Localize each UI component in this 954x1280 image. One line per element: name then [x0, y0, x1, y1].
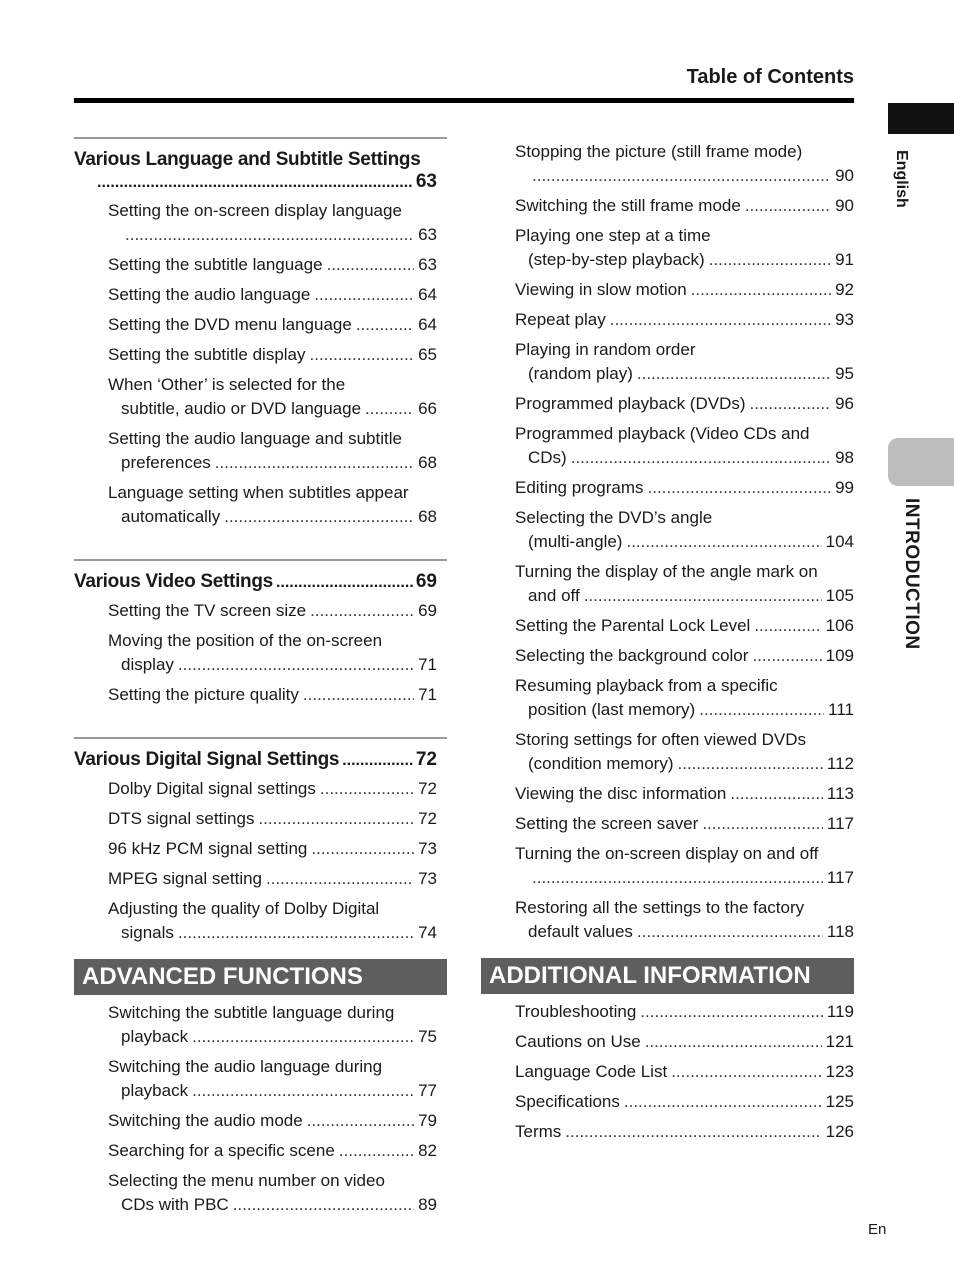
toc-entry-leader-row — [108, 1025, 437, 1049]
dot-leader — [626, 530, 821, 554]
toc-entry-leader-row — [108, 343, 437, 367]
toc-entry-leader-row — [108, 653, 437, 677]
toc-entry-page: 105 — [825, 586, 854, 605]
dot-leader — [310, 343, 415, 367]
toc-entry-leader-row — [515, 866, 854, 890]
toc-entry-title: DTS signal settings — [108, 809, 255, 828]
toc-entry-title: Setting the on-screen display language — [108, 201, 402, 220]
toc-entry-page: 118 — [826, 922, 854, 941]
toc-entry-title: 96 kHz PCM signal setting — [108, 839, 308, 858]
toc-entry-page: 121 — [825, 1032, 854, 1051]
toc-entry-page: 89 — [418, 1195, 437, 1214]
toc-entry-title: Setting the screen saver — [515, 814, 699, 833]
toc-entry-title: Programmed playback (Video CDs and — [515, 424, 810, 443]
toc-entry-title-continued: and off — [528, 586, 580, 605]
toc-entry-leader-row — [515, 194, 854, 218]
dot-leader — [307, 1109, 414, 1133]
dot-leader — [342, 752, 413, 770]
toc-entry-title-continued: (condition memory) — [528, 754, 674, 773]
dot-leader — [356, 313, 414, 337]
toc-entry-title: Setting the subtitle language — [108, 255, 323, 274]
dot-leader — [266, 867, 414, 891]
dot-leader — [637, 920, 823, 944]
toc-entry-title-continued: preferences — [121, 453, 211, 472]
toc-entry[interactable] — [74, 481, 447, 529]
toc-entry-leader-row — [515, 584, 854, 608]
toc-entry-leader-row — [108, 867, 437, 891]
toc-entry[interactable] — [481, 1120, 854, 1144]
toc-entry[interactable] — [481, 560, 854, 608]
toc-entry-leader-row — [108, 451, 437, 475]
toc-entry[interactable] — [481, 1090, 854, 1114]
section-title-leader-row — [74, 571, 447, 593]
side-section-tab — [888, 438, 954, 486]
toc-entry-title: Switching the audio language during — [108, 1057, 383, 1076]
toc-entry-page: 109 — [825, 646, 854, 665]
page-footer-label: En — [868, 1221, 887, 1238]
toc-entry-title: Turning the display of the angle mark on — [515, 562, 818, 581]
toc-entry[interactable] — [74, 897, 447, 945]
toc-entry[interactable] — [481, 896, 854, 944]
toc-entry-page: 72 — [418, 809, 437, 828]
toc-entry-title: Dolby Digital signal settings — [108, 779, 316, 798]
dot-leader — [754, 614, 821, 638]
side-language-label: English — [893, 150, 910, 208]
toc-entry-title: Repeat play — [515, 310, 606, 329]
toc-section — [74, 737, 447, 945]
toc-entry-page: 82 — [418, 1141, 437, 1160]
toc-entry-leader-row — [108, 283, 437, 307]
toc-entry[interactable] — [481, 308, 854, 332]
section-rule — [74, 559, 447, 561]
toc-entry-page: 123 — [825, 1062, 854, 1081]
toc-entry-list — [74, 199, 447, 529]
toc-entry-leader-row — [515, 248, 854, 272]
dot-leader — [645, 1030, 822, 1054]
toc-entry-title: Setting the picture quality — [108, 685, 299, 704]
toc-entry[interactable] — [481, 674, 854, 722]
toc-entry-title: Troubleshooting — [515, 1002, 637, 1021]
toc-entry-leader-row — [108, 1109, 437, 1133]
toc-entry-title: Viewing in slow motion — [515, 280, 687, 299]
toc-section — [74, 137, 447, 529]
toc-entry-page: 66 — [418, 399, 437, 418]
dot-leader — [678, 752, 823, 776]
header-rule — [74, 98, 854, 103]
toc-entry-page: 79 — [418, 1111, 437, 1130]
toc-entry[interactable] — [481, 506, 854, 554]
dot-leader — [565, 1120, 821, 1144]
toc-entry[interactable] — [481, 392, 854, 416]
toc-entry-title-continued: (random play) — [528, 364, 633, 383]
dot-leader — [610, 308, 831, 332]
toc-entry-page: 72 — [418, 779, 437, 798]
dot-leader — [691, 278, 831, 302]
toc-entry-leader-row — [515, 164, 854, 188]
toc-entry-title: Searching for a specific scene — [108, 1141, 335, 1160]
toc-entry[interactable] — [74, 777, 447, 801]
toc-entry-leader-row — [515, 278, 854, 302]
toc-entry-leader-row — [515, 1000, 854, 1024]
toc-entry-leader-row — [515, 530, 854, 554]
toc-entry-leader-row — [108, 397, 437, 421]
toc-entry[interactable] — [481, 728, 854, 776]
toc-entry-page: 68 — [418, 453, 437, 472]
toc-entry-page: 117 — [826, 868, 854, 887]
toc-entry-page: 106 — [825, 616, 854, 635]
dot-leader — [671, 1060, 821, 1084]
toc-entry-title: Resuming playback from a specific — [515, 676, 778, 695]
toc-entry-page: 90 — [835, 166, 854, 185]
toc-entry[interactable] — [481, 278, 854, 302]
toc-entry[interactable] — [74, 807, 447, 831]
toc-entry-leader-row — [515, 308, 854, 332]
toc-entry-title-continued: subtitle, audio or DVD language — [121, 399, 362, 418]
dot-leader — [192, 1079, 414, 1103]
toc-entry-title: Programmed playback (DVDs) — [515, 394, 746, 413]
toc-entry-leader-row — [108, 313, 437, 337]
toc-entry-title: Viewing the disc information — [515, 784, 727, 803]
toc-entry-title: Setting the subtitle display — [108, 345, 306, 364]
toc-entry-leader-row — [108, 253, 437, 277]
toc-entry-list — [74, 1001, 447, 1217]
toc-entry[interactable] — [74, 867, 447, 891]
toc-entry-leader-row — [515, 1060, 854, 1084]
dot-leader — [637, 362, 831, 386]
toc-entry-title-continued: automatically — [121, 507, 221, 526]
toc-entry-leader-row — [108, 921, 437, 945]
toc-entry-page: 98 — [835, 448, 854, 467]
toc-entry-title: Playing in random order — [515, 340, 696, 359]
toc-entry-page: 112 — [826, 754, 854, 773]
toc-entry[interactable] — [74, 629, 447, 677]
toc-entry-leader-row — [515, 812, 854, 836]
toc-entry-page: 75 — [418, 1027, 437, 1046]
toc-entry-title: Stopping the picture (still frame mode) — [515, 142, 803, 161]
dot-leader — [750, 392, 832, 416]
toc-entry-leader-row — [108, 777, 437, 801]
dot-leader — [258, 807, 414, 831]
dot-leader — [192, 1025, 414, 1049]
toc-entry-title: Storing settings for often viewed DVDs — [515, 730, 807, 749]
toc-entry[interactable] — [481, 1030, 854, 1054]
dot-leader — [233, 1193, 414, 1217]
toc-entry-list — [74, 599, 447, 707]
toc-entry-title: Playing one step at a time — [515, 226, 711, 245]
side-section-label: INTRODUCTION — [901, 498, 922, 650]
dot-leader — [303, 683, 414, 707]
toc-entry-title: Setting the Parental Lock Level — [515, 616, 751, 635]
toc-entry-title: Language Code List — [515, 1062, 668, 1081]
toc-entry[interactable] — [481, 224, 854, 272]
dot-leader — [709, 248, 831, 272]
toc-entry[interactable] — [481, 476, 854, 500]
toc-entry-leader-row — [108, 223, 437, 247]
toc-entry-page: 71 — [418, 655, 437, 674]
toc-entry-leader-row — [515, 644, 854, 668]
toc-entry-page: 125 — [825, 1092, 854, 1111]
dot-leader — [745, 194, 831, 218]
toc-entry-page: 92 — [835, 280, 854, 299]
dot-leader — [584, 584, 822, 608]
toc-entry-title: Switching the subtitle language during — [108, 1003, 395, 1022]
toc-entry-title: Switching the audio mode — [108, 1111, 303, 1130]
section-page: 69 — [415, 571, 437, 592]
toc-entry-title: MPEG signal setting — [108, 869, 263, 888]
section-rule — [74, 737, 447, 739]
toc-entry-title: Setting the TV screen size — [108, 601, 307, 620]
section-title: Various Digital Signal Settings — [74, 749, 340, 770]
toc-entry-page: 95 — [835, 364, 854, 383]
toc-entry[interactable] — [74, 343, 447, 367]
toc-entry-list — [481, 140, 854, 944]
toc-entry[interactable] — [74, 1109, 447, 1133]
toc-entry-leader-row — [515, 476, 854, 500]
toc-entry[interactable] — [74, 599, 447, 623]
dot-leader — [365, 397, 414, 421]
toc-entry-page: 126 — [825, 1122, 854, 1141]
toc-entry-page: 111 — [828, 700, 854, 719]
side-tab-marker — [888, 103, 954, 134]
toc-entry[interactable] — [481, 140, 854, 188]
toc-entry-page: 69 — [418, 601, 437, 620]
toc-entry-page: 65 — [418, 345, 437, 364]
toc-section — [74, 559, 447, 707]
toc-entry-leader-row — [108, 837, 437, 861]
toc-entry-title: Restoring all the settings to the factory — [515, 898, 805, 917]
page-title: Table of Contents — [686, 66, 854, 88]
toc-entry[interactable] — [481, 782, 854, 806]
toc-entry-page: 73 — [418, 839, 437, 858]
toc-entry-title: Language setting when subtitles appear — [108, 483, 409, 502]
toc-entry-leader-row — [515, 1090, 854, 1114]
dot-leader — [532, 164, 831, 188]
toc-entry-title-continued: playback — [121, 1081, 189, 1100]
toc-entry-leader-row — [108, 1079, 437, 1103]
toc-entry[interactable] — [481, 842, 854, 890]
toc-entry[interactable] — [74, 373, 447, 421]
toc-entry-title: Terms — [515, 1122, 562, 1141]
section-page: 72 — [415, 749, 437, 770]
toc-entry-page: 63 — [418, 255, 437, 274]
toc-entry-title-continued: display — [121, 655, 174, 674]
toc-entry[interactable] — [74, 199, 447, 247]
toc-entry-leader-row — [515, 362, 854, 386]
toc-entry-title-continued: (multi-angle) — [528, 532, 623, 551]
toc-entry-title: Selecting the DVD’s angle — [515, 508, 713, 527]
dot-leader — [125, 223, 414, 247]
toc-entry-title: When ‘Other’ is selected for the — [108, 375, 346, 394]
toc-entry-title: Setting the DVD menu language — [108, 315, 352, 334]
dot-leader — [702, 812, 823, 836]
toc-entry-leader-row — [108, 683, 437, 707]
section-title-leader-row — [74, 171, 447, 193]
dot-leader — [730, 782, 823, 806]
toc-entry-title: Specifications — [515, 1092, 620, 1111]
section-title-leader-row — [74, 749, 447, 771]
toc-entry-title: Selecting the background color — [515, 646, 749, 665]
toc-entry-title: Setting the audio language — [108, 285, 311, 304]
left-column — [74, 137, 447, 1217]
dot-leader — [178, 653, 414, 677]
toc-entry[interactable] — [481, 194, 854, 218]
section-title: Various Video Settings — [74, 571, 273, 592]
section-title: Various Language and Subtitle Settings — [74, 149, 421, 170]
dot-leader — [699, 698, 824, 722]
toc-entry-page: 104 — [825, 532, 854, 551]
toc-entry-title-continued: (step-by-step playback) — [528, 250, 705, 269]
toc-entry[interactable] — [74, 1055, 447, 1103]
toc-entry-page: 71 — [418, 685, 437, 704]
toc-entry-leader-row — [515, 782, 854, 806]
dot-leader — [339, 1139, 414, 1163]
dot-leader — [327, 253, 415, 277]
toc-entry-page: 117 — [826, 814, 854, 833]
toc-entry[interactable] — [481, 644, 854, 668]
toc-entry-page: 64 — [418, 315, 437, 334]
toc-entry[interactable] — [481, 338, 854, 386]
dot-leader — [624, 1090, 822, 1114]
toc-entry-page: 91 — [835, 250, 854, 269]
toc-entry-title-continued: playback — [121, 1027, 189, 1046]
toc-entry-page: 99 — [835, 478, 854, 497]
toc-entry-title-continued: position (last memory) — [528, 700, 696, 719]
toc-entry-list — [74, 777, 447, 945]
toc-entry-leader-row — [515, 392, 854, 416]
toc-entry[interactable] — [481, 1060, 854, 1084]
toc-entry[interactable] — [481, 812, 854, 836]
toc-entry-leader-row — [515, 698, 854, 722]
toc-entry-page: 77 — [418, 1081, 437, 1100]
dot-leader — [311, 837, 414, 861]
toc-entry-title-continued: signals — [121, 923, 174, 942]
toc-entry-title-continued: CDs with PBC — [121, 1195, 229, 1214]
dot-leader — [215, 451, 414, 475]
dot-leader — [97, 174, 413, 192]
toc-entry-page: 93 — [835, 310, 854, 329]
toc-entry[interactable] — [74, 1139, 447, 1163]
dot-leader — [571, 446, 831, 470]
section-band-additional-information: ADDITIONAL INFORMATION — [481, 958, 854, 994]
section-band-advanced-functions: ADVANCED FUNCTIONS — [74, 959, 447, 995]
toc-entry-page: 63 — [418, 225, 437, 244]
toc-entry[interactable] — [481, 1000, 854, 1024]
toc-entry-title: Turning the on-screen display on and off — [515, 844, 819, 863]
toc-entry-title: Switching the still frame mode — [515, 196, 741, 215]
toc-entry-leader-row — [515, 446, 854, 470]
toc-entry[interactable] — [74, 683, 447, 707]
toc-entry[interactable] — [74, 313, 447, 337]
dot-leader — [314, 283, 414, 307]
toc-entry[interactable] — [74, 427, 447, 475]
toc-entry[interactable] — [74, 283, 447, 307]
dot-leader — [224, 505, 414, 529]
section-rule — [74, 137, 447, 139]
toc-entry-leader-row — [515, 920, 854, 944]
toc-entry[interactable] — [74, 837, 447, 861]
toc-entry-page: 73 — [418, 869, 437, 888]
toc-entry-title: Setting the audio language and subtitle — [108, 429, 402, 448]
toc-entry-title: Cautions on Use — [515, 1032, 641, 1051]
toc-entry-page: 119 — [826, 1002, 854, 1021]
toc-entry-leader-row — [108, 1139, 437, 1163]
toc-entry-page: 90 — [835, 196, 854, 215]
section-page: 63 — [415, 171, 437, 192]
toc-entry-leader-row — [108, 599, 437, 623]
toc-entry-title: Moving the position of the on-screen — [108, 631, 383, 650]
toc-entry-title: Adjusting the quality of Dolby Digital — [108, 899, 380, 918]
toc-entry-page: 113 — [826, 784, 854, 803]
dot-leader — [178, 921, 414, 945]
toc-entry-leader-row — [108, 807, 437, 831]
dot-leader — [648, 476, 832, 500]
toc-entry-page: 64 — [418, 285, 437, 304]
toc-entry-leader-row — [515, 1120, 854, 1144]
toc-entry[interactable] — [74, 253, 447, 277]
toc-entry-title-continued: default values — [528, 922, 633, 941]
dot-leader — [276, 574, 413, 592]
toc-entry[interactable] — [74, 1169, 447, 1217]
toc-entry[interactable] — [481, 422, 854, 470]
toc-entry-list — [481, 1000, 854, 1144]
dot-leader — [310, 599, 414, 623]
toc-entry-leader-row — [515, 614, 854, 638]
toc-entry-leader-row — [108, 1193, 437, 1217]
toc-entry[interactable] — [481, 614, 854, 638]
toc-entry-title-continued: CDs) — [528, 448, 567, 467]
toc-entry-leader-row — [515, 752, 854, 776]
dot-leader — [532, 866, 823, 890]
dot-leader — [640, 1000, 823, 1024]
toc-entry[interactable] — [74, 1001, 447, 1049]
dot-leader — [752, 644, 821, 668]
toc-entry-page: 96 — [835, 394, 854, 413]
toc-entry-page: 74 — [418, 923, 437, 942]
toc-entry-title: Editing programs — [515, 478, 644, 497]
toc-entry-title: Selecting the menu number on video — [108, 1171, 385, 1190]
toc-entry-leader-row — [108, 505, 437, 529]
right-column — [481, 134, 854, 1144]
toc-entry-leader-row — [515, 1030, 854, 1054]
dot-leader — [320, 777, 414, 801]
toc-entry-page: 68 — [418, 507, 437, 526]
